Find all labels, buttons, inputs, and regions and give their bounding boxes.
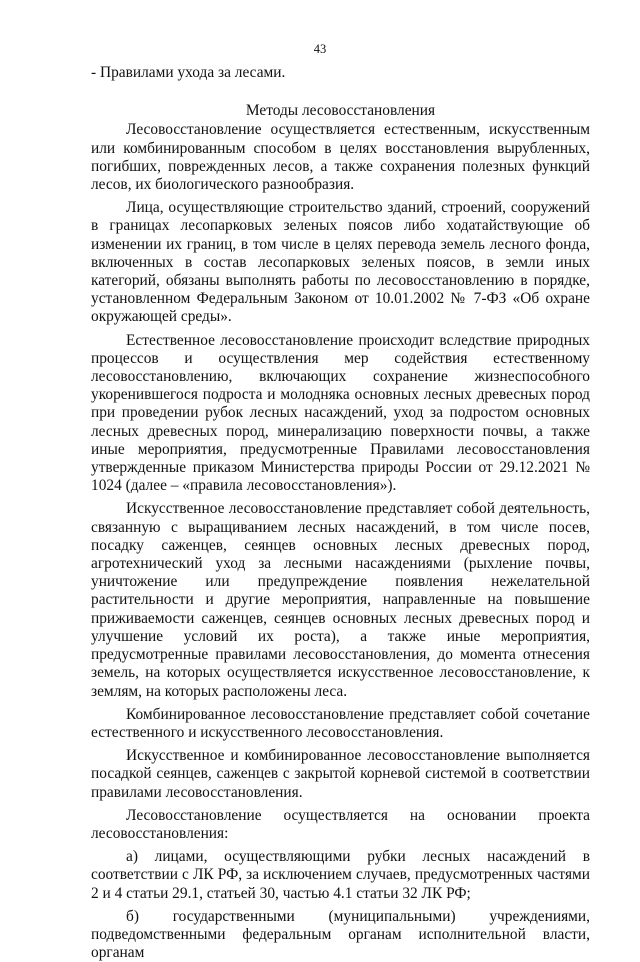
list-item-a: а) лицами, осуществляющими рубки лесных насаждений в соответствии с ЛК РФ, за исключением случаев, предусмотренных частями 2 и 4 статьи 29.1, статьей 30, частью 4.1 статьи 32 ЛК РФ;	[91, 848, 590, 902]
paragraph: Комбинированное лесовосстановление представляет собой сочетание естественного и искусственного лесовосстановления.	[91, 705, 590, 741]
paragraph: Лесовосстановление осуществляется на основании проекта лесовосстановления:	[91, 806, 590, 842]
intro-line: - Правилами ухода за лесами.	[91, 64, 286, 81]
page-number: 43	[313, 42, 327, 56]
list-item-b: б) государственными (муниципальными) учреждениями, подведомственными федеральным органам исполнительной власти, органам	[91, 907, 590, 962]
paragraph: Искусственное и комбинированное лесовосстановление выполняется посадкой сеянцев, саженцев с закрытой корневой системой в соответствии правилами лесовосстановления.	[91, 747, 590, 801]
paragraph: Естественное лесовосстановление происходит вследствие природных процессов и осуществления мер содействия естественному лесовосстановлению, включающих сохранение жизнеспособного укоренившегося подроста и молодняка основных лесных древесных пород при проведении рубок лесных насаждений, уход за подростом основных лесных древесных пород, минерализацию поверхности почвы, а также иные мероприятия, предусмотренные Правилами лесовосстановления утвержденные приказом Министерства природы России от 29.12.2021 № 1024 (далее – «правила лесовосстановления»).	[91, 331, 590, 495]
paragraph: Лица, осуществляющие строительство зданий, строений, сооружений в границах лесопарковых зеленых поясов либо ходатайствующие об изменении их границ, в том числе в целях перевода земель лесного фонда, включенных в состав лесопарковых зеленых поясов, в земли иных категорий, обязаны выполнять работы по лесовосстановлению в порядке, установленном Федеральным Законом от 10.01.2002 № 7-ФЗ «Об охране окружающей среды».	[91, 199, 590, 326]
section-heading: Методы лесовосстановления	[245, 102, 436, 120]
document-body	[91, 64, 590, 962]
paragraph: Лесовосстановление осуществляется естественным, искусственным или комбинированным способом в целях восстановления вырубленных, погибших, поврежденных лесов, а также сохранения полезных функций лесов, их биологического разнообразия.	[91, 121, 590, 194]
paragraph: Искусственное лесовосстановление представляет собой деятельность, связанную с выращиванием лесных насаждений, в том числе посев, посадку саженцев, сеянцев основных лесных древесных пород, агротехнический уход за лесными насаждениями (рыхление почвы, уничтожение или предупреждение появления нежелательной растительности и другие мероприятия, направленные на повышение приживаемости саженцев, сеянцев основных лесных древесных пород и улучшение условий их роста), а также иные мероприятия, предусмотренные правилами лесовосстановления, до момента отнесения земель, на которых осуществляется искусственное лесовосстановление, к землям, на которых расположены леса.	[91, 500, 590, 700]
